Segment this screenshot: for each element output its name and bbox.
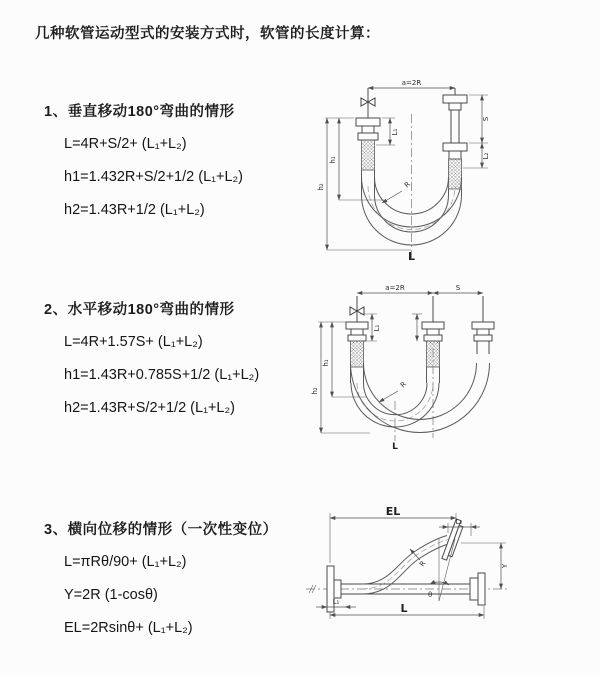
section-2-heading: 2、水平移动180°弯曲的情形 [44, 302, 235, 318]
dim-label-theta: θ [428, 591, 433, 599]
dim-label-h2: h₂ [317, 183, 325, 191]
dim-label-s: S [455, 284, 461, 292]
dim-label-a2r: a=2R [385, 284, 405, 292]
dim-label-l1: L₁ [373, 324, 381, 332]
hose-u-bends [351, 363, 490, 433]
dim-label-l2: L₂ [455, 518, 463, 526]
dim-label-l1: L₁ [332, 598, 340, 606]
formula-line: L=4R+1.57S+ (L₁+L₂) [64, 334, 203, 350]
diagram-horizontal-180-bend [308, 283, 592, 455]
formula-line: EL=2Rsinθ+ (L₁+L₂) [64, 620, 193, 636]
dimensions [317, 79, 490, 262]
dim-label-r: R [418, 559, 428, 569]
page-title: 几种软管运动型式的安装方式时，软管的长度计算： [35, 26, 380, 42]
dim-label-el: EL [385, 505, 401, 518]
dim-label-l-total: L [407, 250, 416, 262]
section-3 [44, 520, 314, 645]
formula-line: h2=1.43R+1/2 (L₁+L₂) [64, 202, 205, 218]
left-pipe-assembly [346, 296, 368, 367]
dim-label-l1: L₁ [391, 128, 399, 136]
braided-hose-section [449, 159, 462, 189]
dim-label-l-total: L [392, 442, 398, 452]
dim-label-h1: h₁ [322, 359, 330, 367]
section-2 [44, 300, 314, 425]
formula-line: L=πRθ/90+ (L₁+L₂) [64, 554, 187, 570]
formula-line: h1=1.432R+S/2+1/2 (L₁+L₂) [64, 169, 244, 185]
formula-line: L=4R+S/2+ (L₁+L₂) [64, 136, 187, 152]
left-pipe-assembly [356, 88, 380, 170]
braided-hose-section [362, 140, 375, 170]
dim-label-h1: h₁ [329, 156, 337, 164]
right-pipe-assembly [472, 296, 494, 354]
dim-label-y: Y [501, 563, 509, 569]
dim-label-r: R [402, 180, 412, 190]
diagram-lateral-displacement [298, 503, 598, 653]
section-1 [44, 102, 314, 227]
braided-hose-section [427, 341, 440, 367]
dim-label-r: R [398, 380, 408, 390]
dim-label-l2: L₂ [482, 152, 490, 160]
dim-label-l-total: L [400, 602, 408, 615]
dim-label-h2: h₂ [311, 387, 319, 395]
right-pipe-assembly [443, 88, 467, 189]
displaced-hose [362, 519, 465, 594]
braided-hose-section [351, 341, 364, 367]
middle-pipe-assembly [422, 296, 444, 367]
dim-label-a2r: a=2R [401, 79, 422, 87]
section-3-heading: 3、横向位移的情形（一次性变位） [44, 522, 278, 538]
diagram-vertical-180-bend [312, 72, 588, 262]
formula-line: h1=1.43R+0.785S+1/2 (L₁+L₂) [64, 367, 260, 383]
dim-label-s: S [482, 116, 490, 122]
section-1-heading: 1、垂直移动180°弯曲的情形 [44, 104, 235, 120]
formula-line: h2=1.43R+S/2+1/2 (L₁+L₂) [64, 400, 235, 416]
formula-line: Y=2R (1-cosθ) [64, 587, 158, 603]
